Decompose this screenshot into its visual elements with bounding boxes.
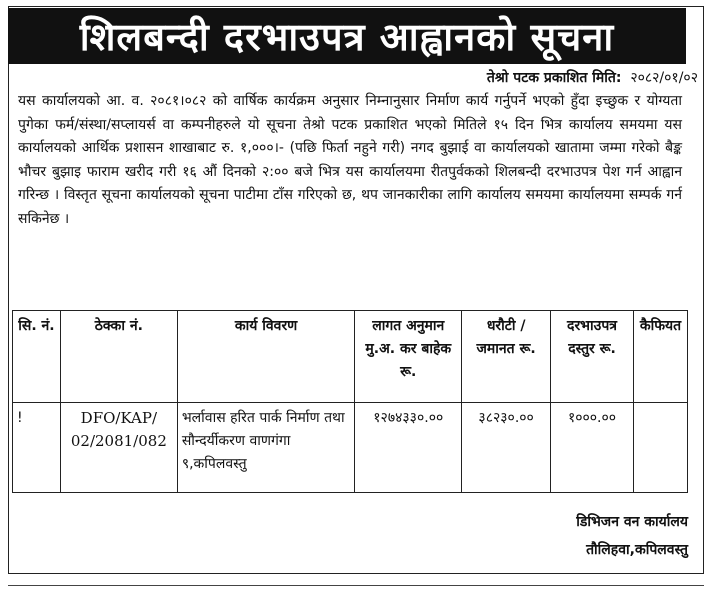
header-work-description: कार्य विवरण (177, 311, 355, 403)
cell-contract-no: DFO/KAP/ 02/2081/082 (60, 403, 177, 493)
cell-remarks (633, 403, 687, 493)
header-deposit: धरौटी / जमानत रू. (462, 311, 551, 403)
table-row (13, 403, 688, 493)
signature-office: डिभिजन वन कार्यालय (576, 514, 688, 530)
header-serial-no: सि. नं. (13, 311, 61, 403)
header-bid-fee: दरभाउपत्र दस्तुर रू. (551, 311, 634, 403)
cell-work-description: भर्लावास हरित पार्क निर्माण तथा सौन्दर्यीकरण वाणगंगा ९,कपिलवस्तु (177, 403, 355, 493)
cell-serial-no: ! (13, 403, 61, 493)
publish-date-label: तेश्रो पटक प्रकाशित मिति: (486, 70, 622, 86)
notice-title: शिलबन्दी दरभाउपत्र आह्वानको सूचना (79, 15, 615, 59)
publish-date-value: २०८२/०१/०२ (630, 70, 698, 86)
cell-cost-estimate: १२७४३३०.०० (355, 403, 462, 493)
publish-date-line (487, 68, 698, 87)
table-header-row (13, 311, 688, 403)
header-cost-estimate: लागत अनुमान मु.अ. कर बाहेक रू. (355, 311, 462, 403)
notice-body: यस कार्यालयको आ. व. २०८१।०८२ को वार्षिक कार्यक्रम अनुसार निम्नानुसार निर्माण कार्य गर्नुपर्ने भएको हुँदा इच्छुक र योग्यता पुगेका फर्म/संस्था/सप्लायर्स वा कम्पनीहरुले यो सूचना तेश्रो पटक प्रकाशित भएको मितिले १५ दिन भित्र कार्यालय समयमा यस कार्यालयको आर्थिक प्रशासन शाखाबाट रु. १,०००।- (पछि फिर्ता नहुने गरी) नगद बुझाई वा कार्यालयको खातामा जम्मा गरेको बैङ्क भौचर बुझाइ फाराम खरीद गरी १६ औं दिनको २:०० बजे भित्र यस कार्यालयमा रीतपुर्वकको शिलबन्दी दरभाउपत्र पेश गर्न आह्वान गरिन्छ । विस्तृत सूचना कार्यालयको सूचना पाटीमा टाँस गरिएको छ, थप जानकारीका लागि कार्यालय समयमा कार्यालयमा सम्पर्क गर्न सकिनेछ । (18, 93, 682, 227)
header-contract-no: ठेक्का नं. (60, 311, 177, 403)
bottom-divider (8, 585, 704, 586)
cell-bid-fee: १०००.०० (551, 403, 634, 493)
notice-title-banner (8, 8, 686, 64)
signature-address: तौलिहवा,कपिलवस्तु (586, 542, 688, 558)
tender-table (12, 310, 688, 493)
cell-deposit: ३८२३०.०० (462, 403, 551, 493)
header-remarks: कैफियत (633, 311, 687, 403)
